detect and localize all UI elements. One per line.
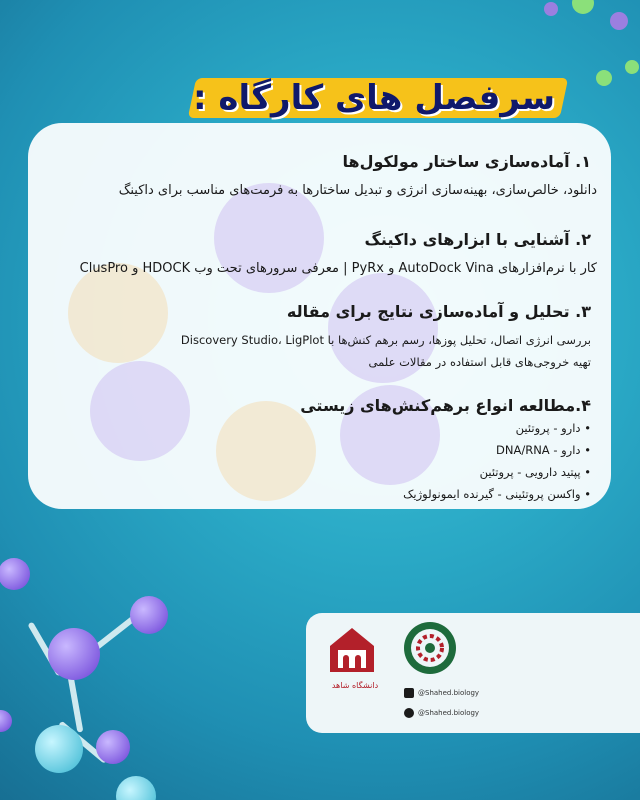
section-1-text: دانلود، خالص‌سازی، بهینه‌سازی انرژی و تبدیل ساختارها به فرمت‌های مناسب برای داکینگ bbox=[118, 183, 597, 198]
section-3-text-1: بررسی انرژی اتصال، تحلیل پوزها، رسم برهم کنش‌ها با Discovery Studio، LigPlot bbox=[180, 333, 591, 347]
section-4-item-3: • پپتید دارویی - پروتئین bbox=[479, 465, 591, 479]
telegram-icon bbox=[404, 708, 414, 718]
instagram-handle[interactable] bbox=[404, 688, 479, 698]
section-4-heading: ۴.مطالعه انواع برهم‌کنش‌های زیستی bbox=[300, 396, 591, 415]
section-2-text: کار با نرم‌افزارهای AutoDock Vina و PyRx | معرفی سرورهای تحت وب HDOCK و ClusPro bbox=[79, 261, 597, 276]
title-banner bbox=[178, 68, 570, 128]
university-logo-calligraphy: دانشگاه شاهد bbox=[331, 681, 379, 690]
section-4 bbox=[51, 395, 591, 505]
instagram-text: @Shahed.biology bbox=[418, 689, 480, 697]
association-logo-icon bbox=[402, 620, 458, 676]
content-card bbox=[28, 123, 611, 509]
section-2 bbox=[51, 229, 597, 279]
section-4-item-1: • دارو - پروتئین bbox=[515, 421, 591, 435]
section-3 bbox=[51, 301, 591, 373]
page-title: سرفصل های کارگاه : bbox=[192, 78, 556, 118]
section-2-heading: ۲. آشنایی با ابزارهای داکینگ bbox=[364, 230, 591, 249]
university-logo-icon bbox=[326, 624, 378, 676]
instagram-icon bbox=[404, 688, 414, 698]
telegram-handle[interactable] bbox=[404, 708, 479, 718]
section-1-heading: ۱. آماده‌سازی ساختار مولکول‌ها bbox=[342, 152, 591, 171]
section-4-item-2: • دارو - DNA/RNA bbox=[496, 443, 591, 457]
section-1 bbox=[51, 151, 597, 201]
section-4-item-4: • واکسن پروتئینی - گیرنده ایمونولوژیک bbox=[403, 487, 591, 501]
telegram-text: @Shahed.biology bbox=[418, 709, 480, 717]
section-3-text-2: تهیه خروجی‌های قابل استفاده در مقالات علمی bbox=[368, 355, 591, 369]
section-3-heading: ۳. تحلیل و آماده‌سازی نتایج برای مقاله bbox=[286, 302, 591, 321]
